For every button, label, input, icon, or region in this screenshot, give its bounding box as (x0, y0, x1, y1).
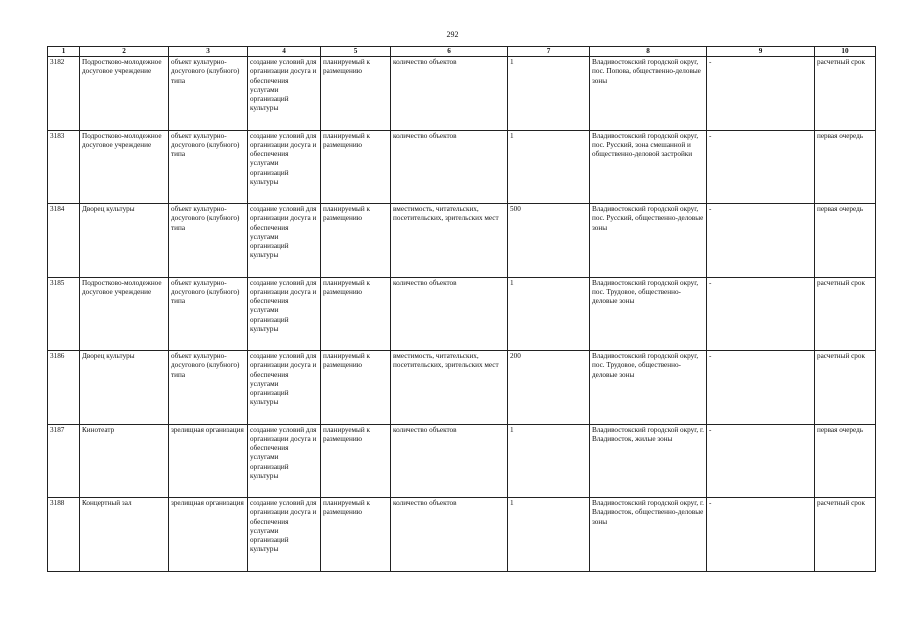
cell-number: 3188 (48, 498, 80, 572)
cell-purpose: создание условий для организации досуга и обеспечения услугами организаций культуры (248, 130, 321, 204)
cell-status: планируемый к размещению (321, 204, 391, 278)
column-header: 7 (508, 47, 590, 57)
cell-term: расчетный срок (815, 351, 876, 425)
cell-column-9: - (707, 424, 815, 498)
cell-value: 1 (508, 498, 590, 572)
cell-type: объект культурно-досугового (клубного) типа (169, 57, 248, 131)
cell-location: Владивостокский городской округ, пос. Русский, зона смешанной и общественно-деловой застройки (590, 130, 707, 204)
facilities-table (47, 46, 876, 572)
cell-parameter: количество объектов (391, 277, 508, 351)
cell-number: 3182 (48, 57, 80, 131)
column-header: 1 (48, 47, 80, 57)
cell-column-9: - (707, 498, 815, 572)
cell-term: расчетный срок (815, 498, 876, 572)
cell-term: расчетный срок (815, 57, 876, 131)
cell-name: Концертный зал (80, 498, 169, 572)
cell-type: зрелищная организация (169, 498, 248, 572)
cell-term: первая очередь (815, 424, 876, 498)
cell-type: объект культурно-досугового (клубного) типа (169, 351, 248, 425)
cell-value: 1 (508, 130, 590, 204)
cell-purpose: создание условий для организации досуга и обеспечения услугами организаций культуры (248, 351, 321, 425)
cell-parameter: количество объектов (391, 424, 508, 498)
cell-parameter: количество объектов (391, 130, 508, 204)
column-header: 4 (248, 47, 321, 57)
table-row (48, 498, 876, 572)
page-number: 292 (446, 30, 459, 39)
column-header: 8 (590, 47, 707, 57)
cell-number: 3183 (48, 130, 80, 204)
cell-type: объект культурно-досугового (клубного) типа (169, 130, 248, 204)
cell-term: расчетный срок (815, 277, 876, 351)
cell-status: планируемый к размещению (321, 277, 391, 351)
cell-number: 3185 (48, 277, 80, 351)
cell-purpose: создание условий для организации досуга и обеспечения услугами организаций культуры (248, 57, 321, 131)
cell-column-9: - (707, 351, 815, 425)
cell-value: 500 (508, 204, 590, 278)
cell-purpose: создание условий для организации досуга и обеспечения услугами организаций культуры (248, 424, 321, 498)
cell-purpose: создание условий для организации досуга и обеспечения услугами организаций культуры (248, 277, 321, 351)
cell-name: Дворец культуры (80, 351, 169, 425)
column-header: 9 (707, 47, 815, 57)
column-header: 5 (321, 47, 391, 57)
cell-name: Подростково-молодежное досуговое учреждение (80, 277, 169, 351)
cell-value: 1 (508, 277, 590, 351)
cell-number: 3187 (48, 424, 80, 498)
cell-parameter: вместимость, читательских, посетительских, зрительских мест (391, 204, 508, 278)
header-row (48, 47, 876, 57)
cell-value: 1 (508, 57, 590, 131)
cell-location: Владивостокский городской округ, пос. Трудовое, общественно-деловые зоны (590, 277, 707, 351)
table-row (48, 57, 876, 131)
cell-value: 1 (508, 424, 590, 498)
cell-column-9: - (707, 204, 815, 278)
cell-column-9: - (707, 57, 815, 131)
cell-status: планируемый к размещению (321, 498, 391, 572)
cell-status: планируемый к размещению (321, 130, 391, 204)
cell-name: Подростково-молодежное досуговое учреждение (80, 57, 169, 131)
cell-purpose: создание условий для организации досуга и обеспечения услугами организаций культуры (248, 204, 321, 278)
table-row (48, 204, 876, 278)
column-header: 2 (80, 47, 169, 57)
cell-term: первая очередь (815, 204, 876, 278)
cell-type: зрелищная организация (169, 424, 248, 498)
cell-name: Кинотеатр (80, 424, 169, 498)
cell-purpose: создание условий для организации досуга и обеспечения услугами организаций культуры (248, 498, 321, 572)
column-header: 3 (169, 47, 248, 57)
cell-column-9: - (707, 130, 815, 204)
cell-status: планируемый к размещению (321, 351, 391, 425)
cell-status: планируемый к размещению (321, 57, 391, 131)
cell-number: 3184 (48, 204, 80, 278)
table-row (48, 130, 876, 204)
cell-name: Подростково-молодежное досуговое учреждение (80, 130, 169, 204)
cell-location: Владивостокский городской округ, пос. Трудовое, общественно-деловые зоны (590, 351, 707, 425)
cell-type: объект культурно-досугового (клубного) типа (169, 204, 248, 278)
column-header: 6 (391, 47, 508, 57)
cell-number: 3186 (48, 351, 80, 425)
cell-location: Владивостокский городской округ, пос. Попова, общественно-деловые зоны (590, 57, 707, 131)
cell-term: первая очередь (815, 130, 876, 204)
cell-location: Владивостокский городской округ, г. Владивосток, жилые зоны (590, 424, 707, 498)
table-row (48, 351, 876, 425)
cell-parameter: вместимость, читательских, посетительских, зрительских мест (391, 351, 508, 425)
cell-status: планируемый к размещению (321, 424, 391, 498)
cell-type: объект культурно-досугового (клубного) типа (169, 277, 248, 351)
cell-location: Владивостокский городской округ, г. Владивосток, общественно-деловые зоны (590, 498, 707, 572)
cell-name: Дворец культуры (80, 204, 169, 278)
cell-value: 200 (508, 351, 590, 425)
table-row (48, 424, 876, 498)
table-row (48, 277, 876, 351)
cell-location: Владивостокский городской округ, пос. Русский, общественно-деловые зоны (590, 204, 707, 278)
cell-parameter: количество объектов (391, 57, 508, 131)
cell-parameter: количество объектов (391, 498, 508, 572)
column-header: 10 (815, 47, 876, 57)
cell-column-9: - (707, 277, 815, 351)
